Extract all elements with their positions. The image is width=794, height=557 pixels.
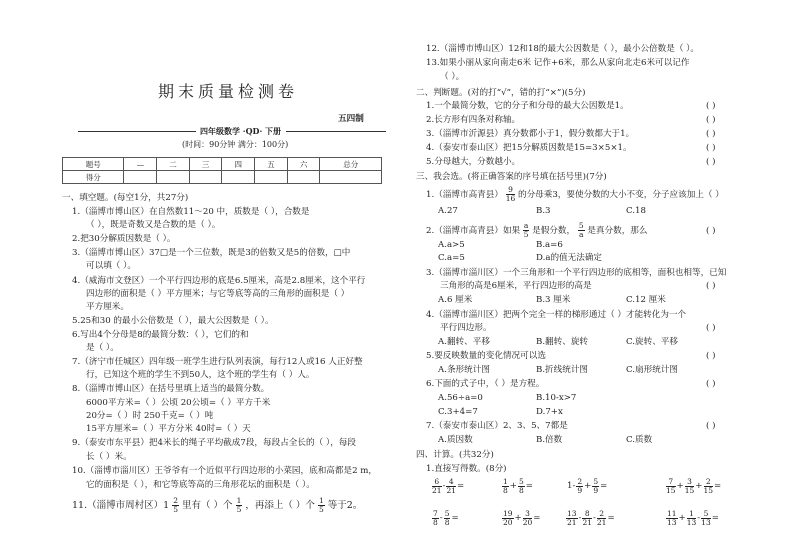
score-cell: 六 [287,158,320,171]
calc-operator: = [714,481,722,491]
calc-expression [566,478,608,500]
q2-line: 2.把30分解质因数是（ ）。 [72,234,176,244]
calc-operator: + [514,513,522,523]
calc-title: 1.直接写得数。(8分) [426,464,507,474]
calc-fraction: $\frac{7}{15}$ [666,477,676,495]
choice-2-option-d[interactable]: D.a的值无法确定 [536,253,603,263]
choice-6-option-b[interactable]: B.10-x>7 [536,393,577,403]
calc-fraction: $\frac{5}{13}$ [701,509,711,527]
judge-5: 5.分母越大，分数越小。 [426,157,521,167]
q1-line1: 1.（淄博市博山区）在自然数11～20 中，质数是（ ），合数是 [72,207,310,217]
calc-fraction: $\frac{4}{21}$ [446,477,456,495]
choice-6-line: 6.下面的式子中，（ ）是方程。 [426,379,545,389]
q11-fraction-b: $\frac{1}{5}$ [236,496,242,514]
calc-operator: = [600,481,608,491]
choice-2-fraction-p: $\frac{a}{5}$ [523,221,529,239]
judge-3: 3.（淄博市沂源县）真分数都小于1，假分数都大于1。 [426,129,635,139]
calc-expression [432,510,460,532]
q4-line2: 四边形的面积是（ ）平方厘米；与它等底等高的三角形的面积是（ ） [86,289,350,299]
q6-line1: 6.写出4个分母是8的最简分数：（ ），它们的和 [72,330,249,340]
calc-fraction: $\frac{1}{8}$ [503,477,508,495]
q12-line: 12.（淄博市博山区）12和18的最大公因数是（ ），最小公倍数是（ ）。 [426,44,700,54]
score-cell: 得分 [63,171,124,184]
choice-4-bracket[interactable]: ( ) [706,323,716,333]
q6-line2: 是（ ）。 [86,343,119,353]
calc-operator: = [607,513,615,523]
q10-line2: 它的面积是（ ），和它等底等高的三角形花坛的面积是（ ）。 [86,480,315,490]
q11-fraction-c: $\frac{1}{5}$ [318,496,324,514]
score-input-cell[interactable] [320,171,382,184]
score-table-header-row [63,158,382,171]
q10-line1: 10.（淄博市淄川区）王爷爷有一个近似平行四边形的小菜园，底和高都是2 m， [72,466,378,476]
judge-2: 2.长方形有四条对称轴。 [426,115,521,125]
score-input-cell[interactable] [222,171,255,184]
choice-3-line1: 3.（淄博市淄川区）一个三角形和一个平行四边形的底相等，面积也相等，已知 [426,268,727,278]
q3-line2: 可以填（ ）。 [86,261,136,271]
calc-operator: 1- [567,481,576,491]
choice-5-option-a[interactable]: A.条形统计图 [438,365,490,375]
score-cell: 总分 [320,158,382,171]
section-4-heading: 四、计算。(共32分) [416,450,494,460]
choice-5-option-c[interactable]: C.扇形统计图 [626,365,678,375]
calc-operator: = [525,481,533,491]
choice-3-option-a[interactable]: A.6 厘米 [438,295,473,305]
calc-operator: = [711,513,719,523]
choice-5-line: 5.要反映数量的变化情况可以选 [426,351,546,361]
choice-1-text-a: 1.（淄博市高青县） [426,190,503,200]
calc-fraction: $\frac{5}{9}$ [593,477,599,495]
calc-operator: + [584,481,592,491]
calc-operator: + [678,513,686,523]
calc-operator: - [593,513,596,523]
choice-2-bracket[interactable]: ( ) [706,226,716,236]
subtitle: 四年级数学 ·QD· 下册 [200,126,282,136]
subtitle-rule-left [78,131,196,132]
score-input-cell[interactable] [287,171,320,184]
calc-operator: - [578,513,582,523]
calc-fraction: $\frac{13}{21}$ [567,509,577,527]
q8-row3: 15平方厘米=（ ）平方分米 40时=（ ）天 [86,424,251,434]
q5-line: 5.25和30 的最小公倍数是（ ），最大公因数是（ ）。 [72,316,274,326]
judge-4: 4.（泰安市泰山区）把15分解质因数是15=3×5×1。 [426,143,632,153]
choice-6-option-d[interactable]: D.7+x [536,407,563,417]
choice-2-option-c[interactable]: C.a=5 [438,253,465,263]
calc-fraction: $\frac{19}{20}$ [503,509,513,527]
choice-6-bracket[interactable]: ( ) [706,379,716,389]
choice-4-option-c[interactable]: C.旋转、平移 [626,337,678,347]
subtitle-rule-right [286,131,386,132]
calc-fraction: $\frac{1}{13}$ [686,509,697,527]
q8-row2: 20分=（ ）时 250千克=（ ）吨 [86,411,214,421]
judge-3-bracket[interactable]: ( ) [706,129,716,139]
score-table-score-row [63,171,382,184]
q13-line2: （ ）。 [440,72,465,82]
q11-fraction-a: $\frac{2}{5}$ [173,496,178,514]
choice-3-option-c[interactable]: C.12 厘米 [626,295,666,305]
score-input-cell[interactable] [124,171,157,184]
choice-2-fraction-q: $\frac{5}{a}$ [578,221,584,239]
q9-line1: 9.（泰安市东平县）把4米长的绳子平均截成7段，每段占全长的（ ），每段 [72,438,356,448]
choice-1-stem [426,186,724,203]
calc-fraction: $\frac{6}{21}$ [432,477,442,495]
section-1-heading: 一、填空题。(每空1分，共27分) [62,193,189,203]
calc-operator: - [442,481,446,491]
edition-badge: 五四制 [338,114,364,124]
q11-text-a: 11.（淄博市周村区）1 [72,500,170,511]
q11-line [72,497,362,514]
score-cell: — [124,158,157,171]
judge-2-bracket[interactable]: ( ) [706,115,716,125]
score-cell: 二 [157,158,190,171]
section-2-heading: 二、判断题。(对的打“√”，错的打“×”)(5分) [416,88,586,98]
calc-expression [432,478,465,500]
score-input-cell[interactable] [157,171,190,184]
section-3-heading: 三、我会选。(将正确答案的序号填在括号里)(7分) [416,172,607,182]
calc-fraction: $\frac{7}{8}$ [433,509,438,527]
q11-text-d: 等于2。 [327,500,363,511]
choice-7-option-a[interactable]: A.质因数 [438,435,473,445]
choice-7-bracket[interactable]: ( ) [706,421,716,431]
score-input-cell[interactable] [255,171,288,184]
choice-1-option-c[interactable]: C.18 [626,206,646,216]
choice-7-line: 7.（泰安市泰山区）2、3、5、7都是 [426,421,568,431]
choice-1-option-b[interactable]: B.3 [536,206,551,216]
score-table [62,157,382,184]
choice-2-text-a: 2.（淄博市高青县）如果 [426,226,521,236]
score-cell: 五 [255,158,288,171]
choice-4-line1: 4.（淄博市淄川区）把两个完全一样的梯形通过（ ）才能转化为一个 [426,310,687,320]
choice-2-option-b[interactable]: B.a=6 [536,240,563,250]
calc-fraction: $\frac{2}{15}$ [703,477,714,495]
calc-fraction: $\frac{3}{15}$ [684,477,695,495]
choice-2-option-a[interactable]: A.a>5 [438,240,465,250]
calc-operator: = [451,513,459,523]
choice-2-text-b: 是假分数， [532,226,576,236]
choice-6-option-c[interactable]: C.3+4=7 [438,407,478,417]
q7-line2: 行，已知这个班的学生不到50人，这个班的学生有（ ）人。 [86,370,315,380]
choice-1-option-a[interactable]: A.27 [438,206,458,216]
q7-line1: 7.（济宁市任城区）四年级一班学生进行队列表演，每行12人或16 人正好整 [72,357,363,367]
choice-3-line2: 三角形的高是6厘米，平行四边形的高是 [440,281,592,291]
q9-line2: 长（ ）米。 [86,452,132,462]
score-cell: 三 [189,158,222,171]
calc-expression [502,510,542,532]
choice-4-line2: 平行四边形。 [440,323,492,333]
judge-4-bracket[interactable]: ( ) [706,143,716,153]
q8-line: 8.（淄博市博山区）在括号里填上适当的最简分数。 [72,384,270,394]
judge-5-bracket[interactable]: ( ) [706,157,716,167]
calc-operator: + [509,481,517,491]
q3-line1: 3.（淄博市博山区）37□是一个三位数，既是3的倍数又是5的倍数，□中 [72,248,351,258]
choice-6-option-a[interactable]: A.56÷a=0 [438,393,483,403]
choice-3-bracket[interactable]: ( ) [706,281,716,291]
q11-text-c: ，再添上（ ）个 [245,500,315,511]
calc-expression [502,478,534,500]
calc-fraction: $\frac{5}{8}$ [518,477,524,495]
q1-line2: （ ），既是奇数又是合数的是（ ）。 [86,220,221,230]
score-input-cell[interactable] [189,171,222,184]
calc-operator: + [695,481,703,491]
calc-operator: - [439,513,443,523]
q4-line3: 平方厘米。 [86,302,129,312]
choice-1-fraction: $\frac{9}{16}$ [505,185,516,203]
q8-row1: 6000平方米=（ ）公顷 20公顷=（ ）平方千米 [86,398,271,408]
q4-line1: 4.（威海市文登区）一个平行四边形的底是6.5厘米，高是2.8厘米，这个平行 [72,276,366,286]
choice-7-option-c[interactable]: C.质数 [626,435,653,445]
judge-1-bracket[interactable]: ( ) [706,101,716,111]
choice-2-stem [426,222,648,239]
calc-fraction: $\frac{2}{9}$ [577,477,583,495]
calc-fraction: $\frac{3}{20}$ [522,509,533,527]
q11-text-b: 里有（ ）个 [182,500,233,511]
choice-4-option-a[interactable]: A.翻转、平移 [438,337,490,347]
q13-line1: 13.如果小丽从家向南走6米 记作+6米，那么从家向北走6米可以记作 [426,58,690,68]
choice-1-text-b: 的分母乘3，要使分数的大小不变，分子应该加上（ ） [517,190,724,200]
exam-title: 期末质量检测卷 [158,82,299,101]
judge-1: 1.一个最简分数，它的分子和分母的最大公因数是1。 [426,101,629,111]
calc-operator: + [676,481,684,491]
choice-7-option-b[interactable]: B.倍数 [536,435,563,445]
choice-3-option-b[interactable]: B.3 厘米 [536,295,571,305]
calc-expression [666,478,722,500]
calc-expression [566,510,616,532]
calc-operator: = [533,513,541,523]
choice-5-bracket[interactable]: ( ) [706,351,716,361]
calc-fraction: $\frac{2}{21}$ [596,509,607,527]
score-cell: 四 [222,158,255,171]
choice-4-option-b[interactable]: B.翻转、旋转 [536,337,589,347]
calc-expression [666,510,720,532]
calc-fraction: $\frac{5}{8}$ [444,509,450,527]
score-cell: 题号 [63,158,124,171]
time-score-line: (时间：90分钟 满分：100分) [182,140,289,149]
calc-fraction: $\frac{8}{21}$ [582,509,592,527]
calc-operator: - [697,513,701,523]
choice-2-text-c: 是真分数，那么 [587,226,648,236]
choice-5-option-b[interactable]: B.折线统计图 [536,365,589,375]
calc-fraction: $\frac{11}{13}$ [667,509,677,527]
calc-operator: = [457,481,465,491]
